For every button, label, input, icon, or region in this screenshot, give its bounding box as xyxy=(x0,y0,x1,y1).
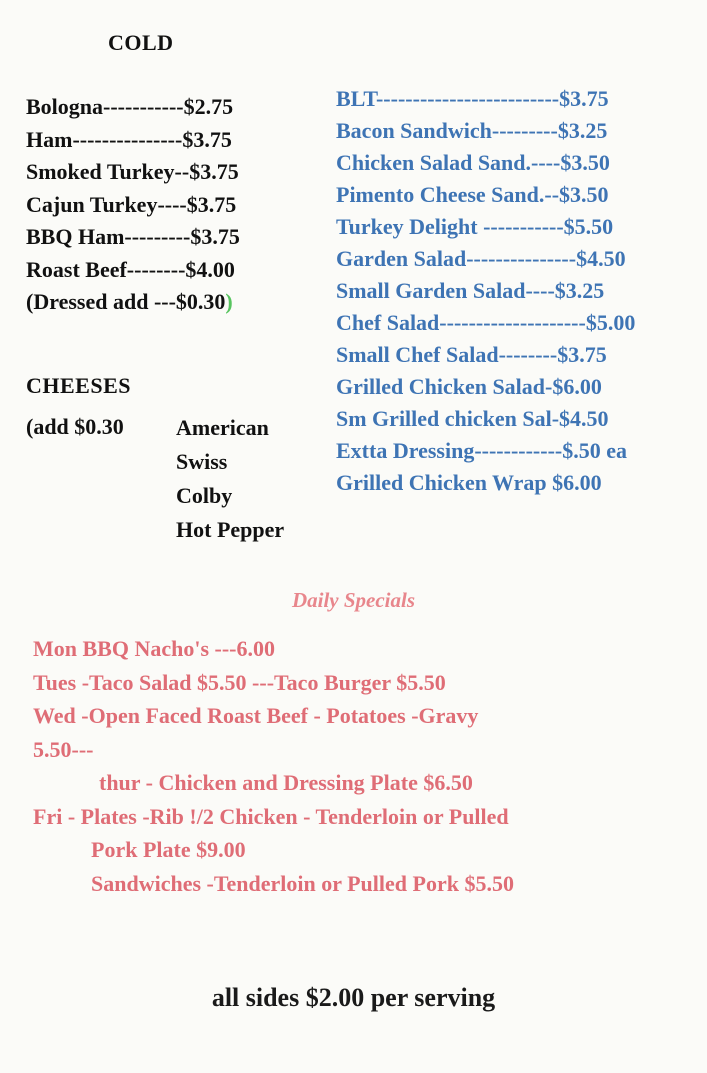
menu-item-grilled-chicken-salad: Grilled Chicken Salad-$6.00 xyxy=(336,374,602,399)
menu-item-extra-dressing: Extta Dressing------------$.50 ea xyxy=(336,438,627,463)
menu-item-blt: BLT-------------------------$3.75 xyxy=(336,86,609,111)
menu-item-ham: Ham---------------$3.75 xyxy=(26,126,232,152)
menu-item-cajun-turkey: Cajun Turkey----$3.75 xyxy=(26,191,237,217)
menu-item-garden-salad: Garden Salad---------------$4.50 xyxy=(336,246,626,271)
menu-item-chef-salad: Chef Salad--------------------$5.00 xyxy=(336,310,636,335)
special-friday-sandwiches: Sandwiches -Tenderloin or Pulled Pork $5.50 xyxy=(91,870,514,896)
daily-specials-title: Daily Specials xyxy=(291,588,416,612)
cold-menu-list xyxy=(26,91,240,319)
dressed-add-text: (Dressed add ---$0.30 xyxy=(26,289,226,314)
sandwich-salad-list xyxy=(336,83,635,499)
dressed-add-note xyxy=(26,286,240,319)
cheeses-section-title: CHEESES xyxy=(26,373,131,398)
sides-price-footer: all sides $2.00 per serving xyxy=(211,983,496,1012)
cheese-item-hot-pepper: Hot Pepper xyxy=(176,517,285,542)
special-wednesday-price: 5.50--- xyxy=(33,736,94,762)
special-wednesday: Wed -Open Faced Roast Beef - Potatoes -Gravy xyxy=(33,703,479,728)
special-tuesday: Tues -Taco Salad $5.50 ---Taco Burger $5.50 xyxy=(33,669,446,695)
menu-item-bologna: Bologna-----------$2.75 xyxy=(26,94,234,119)
menu-item-turkey-delight: Turkey Delight -----------$5.50 xyxy=(336,214,614,239)
cheese-item-american: American xyxy=(176,415,269,440)
special-thursday: thur - Chicken and Dressing Plate $6.50 xyxy=(99,770,473,795)
cold-section-title: COLD xyxy=(108,30,174,55)
special-monday: Mon BBQ Nacho's ---6.00 xyxy=(33,636,275,661)
daily-specials-list xyxy=(33,632,514,900)
cheese-item-swiss: Swiss xyxy=(176,449,228,474)
menu-item-grilled-chicken-wrap: Grilled Chicken Wrap $6.00 xyxy=(336,470,602,495)
cheese-add-price: (add $0.30 xyxy=(26,414,124,439)
special-friday: Fri - Plates -Rib !/2 Chicken - Tenderloin or Pulled xyxy=(33,803,509,829)
special-friday-pork-plate: Pork Plate $9.00 xyxy=(91,837,246,862)
cheese-item-colby: Colby xyxy=(176,483,233,508)
menu-item-small-garden-salad: Small Garden Salad----$3.25 xyxy=(336,278,605,303)
menu-item-chicken-salad-sand: Chicken Salad Sand.----$3.50 xyxy=(336,150,610,175)
cheese-list xyxy=(176,411,284,547)
menu-item-bacon-sandwich: Bacon Sandwich---------$3.25 xyxy=(336,118,608,143)
menu-item-pimento-cheese-sand: Pimento Cheese Sand.--$3.50 xyxy=(336,182,609,207)
menu-item-sm-grilled-chicken-sal: Sm Grilled chicken Sal-$4.50 xyxy=(336,406,609,431)
menu-item-roast-beef: Roast Beef--------$4.00 xyxy=(26,256,235,282)
menu-item-small-chef-salad: Small Chef Salad--------$3.75 xyxy=(336,342,607,367)
menu-item-smoked-turkey: Smoked Turkey--$3.75 xyxy=(26,159,239,184)
menu-item-bbq-ham: BBQ Ham---------$3.75 xyxy=(26,224,240,249)
dressed-add-paren: ) xyxy=(225,289,233,314)
